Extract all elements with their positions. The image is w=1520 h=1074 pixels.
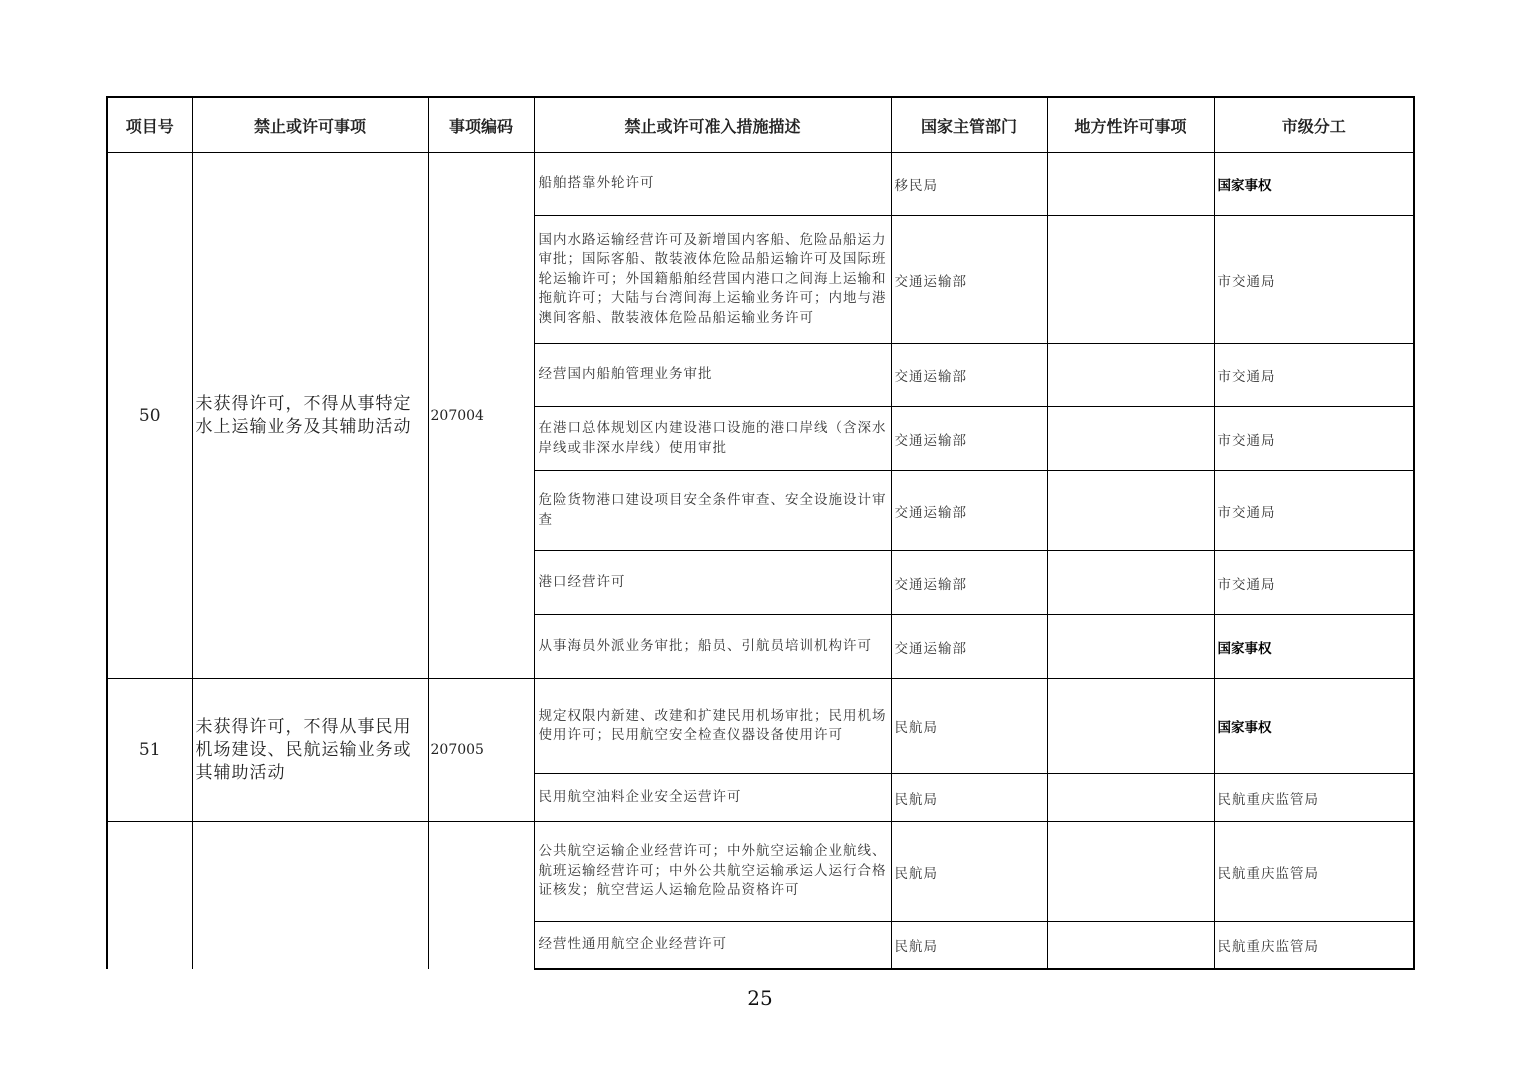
measure-desc: 民用航空油料企业安全运营许可 xyxy=(534,774,891,822)
item-code: 207005 xyxy=(428,679,534,822)
admission-list-table xyxy=(106,96,1415,970)
city-division: 市交通局 xyxy=(1214,551,1414,615)
header-code: 事项编码 xyxy=(428,97,534,153)
measure-desc: 公共航空运输企业经营许可；中外航空运输企业航线、航班运输经营许可；中外公共航空运输承运人运行合格证核发；航空营运人运输危险品资格许可 xyxy=(534,822,891,922)
city-division: 市交通局 xyxy=(1214,407,1414,471)
page-number: 25 xyxy=(747,986,773,1010)
national-dept: 民航局 xyxy=(891,679,1047,774)
city-division: 市交通局 xyxy=(1214,471,1414,551)
national-dept: 民航局 xyxy=(891,922,1047,969)
item-id: 50 xyxy=(107,153,192,679)
national-dept: 交通运输部 xyxy=(891,216,1047,344)
item-code: 207004 xyxy=(428,153,534,679)
item-code xyxy=(428,822,534,969)
city-division: 国家事权 xyxy=(1214,615,1414,679)
header-row xyxy=(107,97,1414,153)
measure-desc: 船舶搭靠外轮许可 xyxy=(534,153,891,216)
city-division: 民航重庆监管局 xyxy=(1214,822,1414,922)
city-division: 国家事权 xyxy=(1214,153,1414,216)
header-city: 市级分工 xyxy=(1214,97,1414,153)
local-permit xyxy=(1047,153,1214,216)
national-dept: 移民局 xyxy=(891,153,1047,216)
local-permit xyxy=(1047,344,1214,407)
national-dept: 交通运输部 xyxy=(891,615,1047,679)
item-name: 未获得许可，不得从事民用机场建设、民航运输业务或其辅助活动 xyxy=(192,679,428,822)
header-name: 禁止或许可事项 xyxy=(192,97,428,153)
national-dept: 民航局 xyxy=(891,822,1047,922)
measure-desc: 经营国内船舶管理业务审批 xyxy=(534,344,891,407)
item-name xyxy=(192,822,428,969)
city-division: 民航重庆监管局 xyxy=(1214,774,1414,822)
local-permit xyxy=(1047,551,1214,615)
item-id: 51 xyxy=(107,679,192,822)
national-dept: 民航局 xyxy=(891,774,1047,822)
measure-desc: 从事海员外派业务审批；船员、引航员培训机构许可 xyxy=(534,615,891,679)
national-dept: 交通运输部 xyxy=(891,551,1047,615)
header-dept: 国家主管部门 xyxy=(891,97,1047,153)
local-permit xyxy=(1047,922,1214,969)
table-row xyxy=(107,679,1414,774)
local-permit xyxy=(1047,774,1214,822)
header-local: 地方性许可事项 xyxy=(1047,97,1214,153)
national-dept: 交通运输部 xyxy=(891,471,1047,551)
city-division: 民航重庆监管局 xyxy=(1214,922,1414,969)
item-name: 未获得许可，不得从事特定水上运输业务及其辅助活动 xyxy=(192,153,428,679)
national-dept: 交通运输部 xyxy=(891,344,1047,407)
table-row xyxy=(107,153,1414,216)
table-row xyxy=(107,822,1414,922)
measure-desc: 经营性通用航空企业经营许可 xyxy=(534,922,891,969)
city-division: 国家事权 xyxy=(1214,679,1414,774)
measure-desc: 国内水路运输经营许可及新增国内客船、危险品船运力审批；国际客船、散装液体危险品船运输许可及国际班轮运输许可；外国籍船舶经营国内港口之间海上运输和拖航许可；大陆与台湾间海上运输业务许可；内地与港澳间客船、散装液体危险品船运输业务许可 xyxy=(534,216,891,344)
local-permit xyxy=(1047,679,1214,774)
measure-desc: 在港口总体规划区内建设港口设施的港口岸线（含深水岸线或非深水岸线）使用审批 xyxy=(534,407,891,471)
local-permit xyxy=(1047,615,1214,679)
local-permit xyxy=(1047,471,1214,551)
local-permit xyxy=(1047,216,1214,344)
national-dept: 交通运输部 xyxy=(891,407,1047,471)
city-division: 市交通局 xyxy=(1214,344,1414,407)
measure-desc: 危险货物港口建设项目安全条件审查、安全设施设计审查 xyxy=(534,471,891,551)
measure-desc: 规定权限内新建、改建和扩建民用机场审批；民用机场使用许可；民用航空安全检查仪器设备使用许可 xyxy=(534,679,891,774)
header-desc: 禁止或许可准入措施描述 xyxy=(534,97,891,153)
measure-desc: 港口经营许可 xyxy=(534,551,891,615)
header-id: 项目号 xyxy=(107,97,192,153)
item-id xyxy=(107,822,192,969)
city-division: 市交通局 xyxy=(1214,216,1414,344)
local-permit xyxy=(1047,822,1214,922)
local-permit xyxy=(1047,407,1214,471)
